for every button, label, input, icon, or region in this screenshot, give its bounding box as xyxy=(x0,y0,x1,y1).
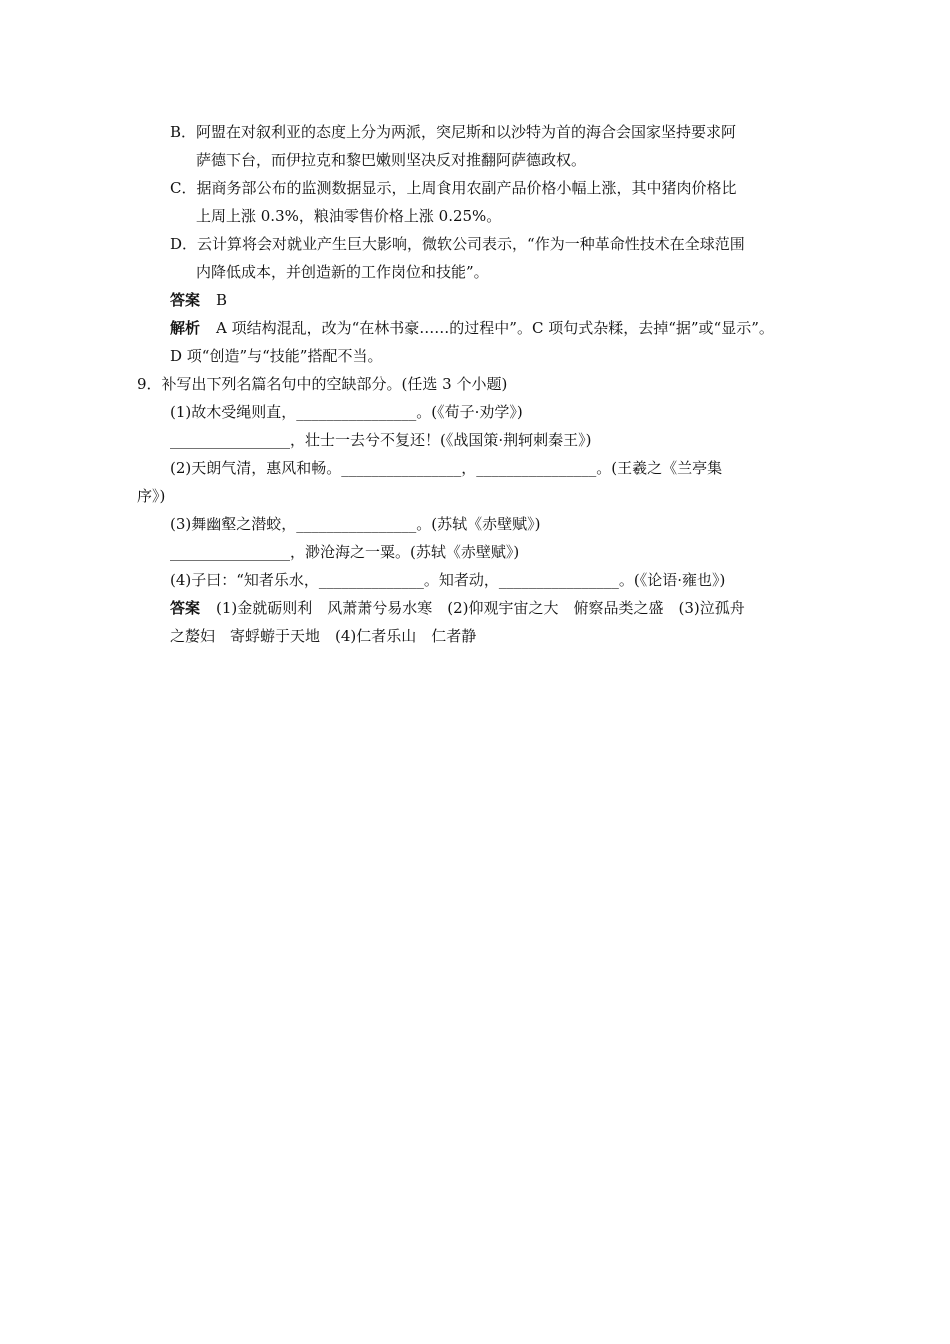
question-9-2b: 序》) xyxy=(137,487,166,505)
option-d-line-1: D．云计算将会对就业产生巨大影响，微软公司表示，“作为一种革命性技术在全球范围 xyxy=(170,235,745,253)
answer-8-value: B xyxy=(216,291,228,309)
answer-9-line-1 xyxy=(170,598,745,618)
option-c-line-2: 上周上涨 0.3%，粮油零售价格上涨 0.25%。 xyxy=(196,207,502,225)
question-9-title: 9．补写出下列名篇名句中的空缺部分。(任选 3 个小题) xyxy=(137,375,508,393)
analysis-8-text: A 项结构混乱，改为“在林书豪……的过程中”。C 项句式杂糅，去掉“据”或“显示”。 xyxy=(216,319,774,337)
answer-8 xyxy=(170,290,227,310)
answer-8-label: 答案 xyxy=(170,291,201,309)
option-c-line-1: C．据商务部公布的监测数据显示，上周食用农副产品价格小幅上涨，其中猪肉价格比 xyxy=(170,179,737,197)
analysis-8-line-1 xyxy=(170,318,774,338)
answer-9-text: (1)金就砺则利 风萧萧兮易水寒 (2)仰观宇宙之大 俯察品类之盛 (3)泣孤舟 xyxy=(216,599,745,617)
option-b-line-1: B．阿盟在对叙利亚的态度上分为两派，突尼斯和以沙特为首的海合会国家坚持要求阿 xyxy=(170,123,737,141)
question-9-2a: (2)天朗气清，惠风和畅。________________，________________。(王羲之《兰亭集 xyxy=(170,459,723,477)
answer-9-line-2: 之嫠妇 寄蜉蝣于天地 (4)仁者乐山 仁者静 xyxy=(170,627,477,645)
question-9-1b: ________________，壮士一去兮不复还！(《战国策·荆轲刺秦王》) xyxy=(170,431,592,449)
question-9-4: (4)子曰：“知者乐水，______________。知者动，________________。(《论语·雍也》) xyxy=(170,571,726,589)
question-9-3a: (3)舞幽壑之潜蛟，________________。(苏轼《赤壁赋》) xyxy=(170,515,541,533)
question-9-1a: (1)故木受绳则直，________________。(《荀子·劝学》) xyxy=(170,403,523,421)
answer-9-label: 答案 xyxy=(170,599,201,617)
analysis-8-label: 解析 xyxy=(170,319,201,337)
question-9-3b: ________________，渺沧海之一粟。(苏轼《赤壁赋》) xyxy=(170,543,520,561)
option-d-line-2: 内降低成本，并创造新的工作岗位和技能”。 xyxy=(196,263,489,281)
option-b-line-2: 萨德下台，而伊拉克和黎巴嫩则坚决反对推翻阿萨德政权。 xyxy=(196,151,587,169)
analysis-8-line-2: D 项“创造”与“技能”搭配不当。 xyxy=(170,347,383,365)
